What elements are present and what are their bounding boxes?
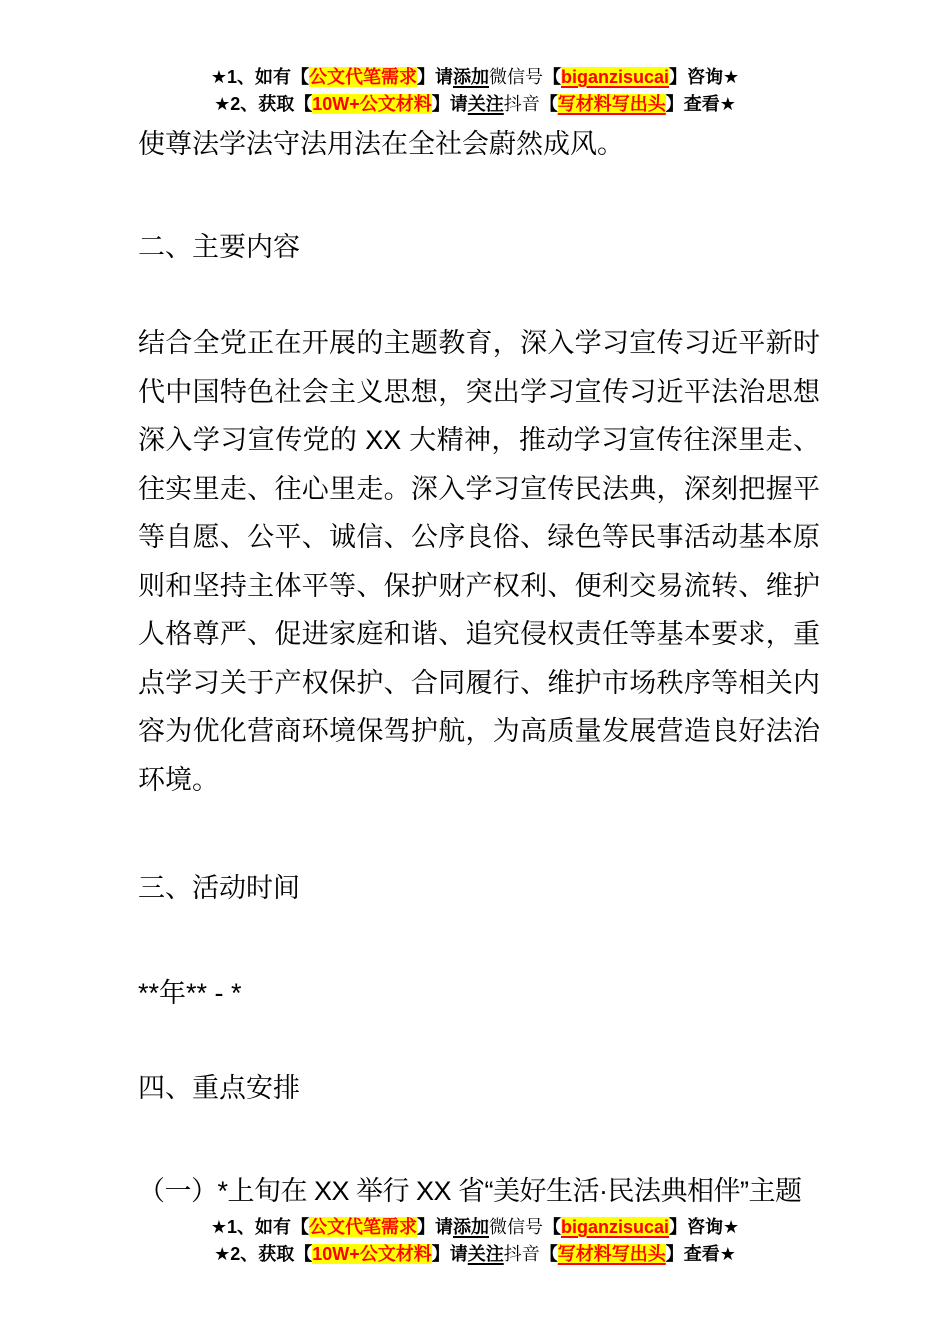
arrangement-item-paragraph: （一）*上旬在 XX 举行 XX 省“美好生活·民法典相伴”主题 xyxy=(138,1175,802,1206)
activity-time-heading: 三、活动时间 xyxy=(138,873,300,903)
service-term-highlight: 公文代笔需求 xyxy=(308,67,417,87)
add-action-underline: 添加 xyxy=(452,67,489,87)
douyin-account-highlight: 写材料写出头 xyxy=(557,94,666,114)
promo-header xyxy=(0,64,950,118)
wechat-label: 微信号 xyxy=(488,1217,543,1237)
douyin-label: 抖音 xyxy=(503,94,540,114)
promo-header-line-2 xyxy=(0,91,950,118)
follow-action-underline: 关注 xyxy=(467,94,504,114)
promo-prefix-text: ★2、获取【 xyxy=(214,94,313,114)
promo-footer xyxy=(0,1214,950,1268)
promo-prefix-text: ★1、如有【 xyxy=(210,67,309,87)
bracket-text: 】请 xyxy=(431,94,468,114)
promo-prefix-text: ★1、如有【 xyxy=(210,1217,309,1237)
douyin-account-highlight: 写材料写出头 xyxy=(557,1244,666,1264)
activity-time-paragraph: **年** - * xyxy=(138,977,242,1008)
open-bracket-text: 【 xyxy=(539,1244,558,1264)
document-body xyxy=(138,120,820,1215)
main-content-heading: 二、主要内容 xyxy=(138,231,300,262)
bracket-text: 】请 xyxy=(416,1217,453,1237)
wechat-id-highlight: biganzisucai xyxy=(560,1217,670,1237)
promo-footer-line-1 xyxy=(0,1214,950,1241)
follow-action-underline: 关注 xyxy=(467,1244,504,1264)
promo-suffix-text: 】咨询★ xyxy=(669,67,740,87)
service-term-highlight: 公文代笔需求 xyxy=(308,1217,417,1237)
open-bracket-text: 【 xyxy=(542,1217,561,1237)
main-content-paragraph: 结合全党正在开展的主题教育，深入学习宣传习近平新时代中国特色社会主义思想，突出学习宣传习近平法治思想深入学习宣传党的 XX 大精神，推动学习宣传往深里走、往实里走、往心里走。深入学习宣传民法典，深刻把握平等自愿、公平、诚信、公序良俗、绿色等民事活动基本原则和坚持主体平等、保护财产权利、便利交易流转、维护人格尊严、促进家庭和谐、追究侵权责任等基本要求，重点学习关于产权保护、合同履行、维护市场秩序等相关内容为优化营商环境保驾护航，为高质量发展营造良好法治环境。 xyxy=(138,328,820,795)
wechat-id-highlight: biganzisucai xyxy=(560,67,670,87)
douyin-label: 抖音 xyxy=(503,1244,540,1264)
key-arrangements-heading: 四、重点安排 xyxy=(138,1073,300,1103)
promo-header-line-1 xyxy=(0,64,950,91)
bracket-text: 】请 xyxy=(431,1244,468,1264)
promo-prefix-text: ★2、获取【 xyxy=(214,1244,313,1264)
add-action-underline: 添加 xyxy=(452,1217,489,1237)
promo-suffix-text: 】查看★ xyxy=(665,94,736,114)
open-bracket-text: 【 xyxy=(542,67,561,87)
bracket-text: 】请 xyxy=(416,67,453,87)
material-term-highlight: 10W+公文材料 xyxy=(312,1244,432,1264)
wechat-label: 微信号 xyxy=(488,67,543,87)
promo-suffix-text: 】查看★ xyxy=(665,1244,736,1264)
promo-suffix-text: 】咨询★ xyxy=(669,1217,740,1237)
intro-paragraph: 使尊法学法守法用法在全社会蔚然成风。 xyxy=(138,129,624,159)
material-term-highlight: 10W+公文材料 xyxy=(312,94,432,114)
promo-footer-line-2 xyxy=(0,1241,950,1268)
open-bracket-text: 【 xyxy=(539,94,558,114)
